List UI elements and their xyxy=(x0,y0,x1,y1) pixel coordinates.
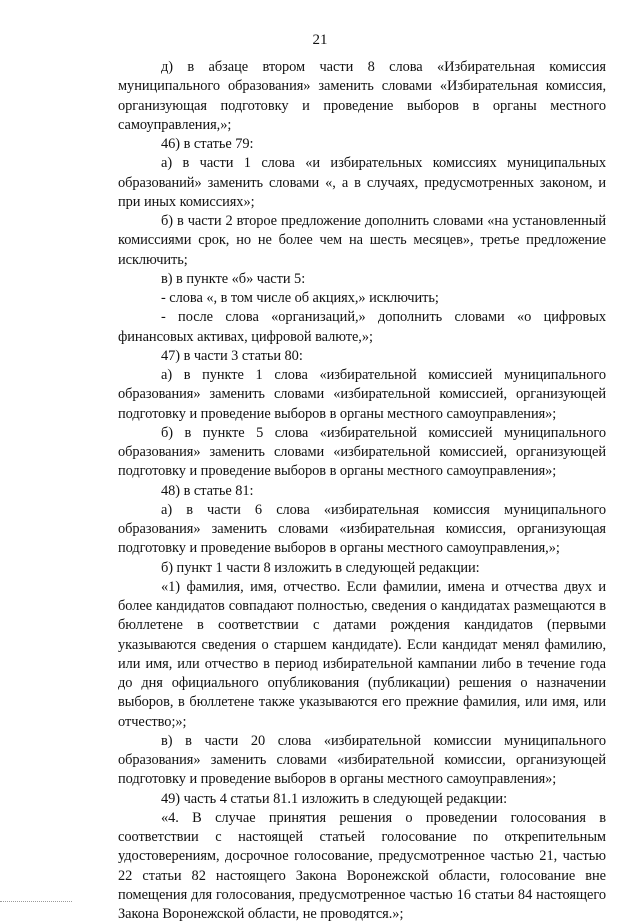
item-46-heading: 46) в статье 79: xyxy=(161,136,254,152)
paragraph-48-b: б) пункт 1 части 8 изложить в следующей редакции: xyxy=(161,559,480,576)
scan-edge-mark xyxy=(0,901,72,902)
paragraph-46-b: б) в части 2 второе предложение дополнить словами «на установленный комиссиями срок, но не более чем на шесть месяцев», третье предложение исключить; xyxy=(118,213,606,268)
paragraph-47-b: б) в пункте 5 слова «избирательной комиссией муниципального образования» заменить словами «избирательной комиссией, организующей подготовку и проведение выборов в органы местного самоуправления»; xyxy=(118,424,606,480)
item-49-heading: 49) часть 4 статьи 81.1 изложить в следующей редакции: xyxy=(161,790,508,807)
paragraph-47-a: а) в пункте 1 слова «избирательной комиссией муниципального образования» заменить словами «избирательной комиссией, организующей подготовку и проведение выборов в органы местного самоуправления»; xyxy=(118,367,606,422)
item-48-heading: 48) в статье 81: xyxy=(161,482,254,499)
paragraph-46-v: в) в пункте «б» части 5: xyxy=(161,270,306,287)
page-number: 21 xyxy=(312,32,328,48)
paragraph-46-a: а) в части 1 слова «и избирательных комиссиях муниципальных образований» заменить словами «, а в случаях, предусмотренных законом, и при иных комиссиях»; xyxy=(118,155,606,210)
paragraph-48-a: а) в части 6 слова «избирательная комиссия муниципального образования» заменить словами «избирательная комиссия, организующая подготовку и проведение выборов в органы местного самоуправления,»; xyxy=(118,501,606,557)
paragraph-46-v-dash-2: - после слова «организаций,» дополнить словами «о цифровых финансовых активах, цифровой валюте,»; xyxy=(118,309,606,345)
paragraph-48-v: в) в части 20 слова «избирательной комиссии муниципального образования» заменить словами «избирательной комиссии, организующей подготовку и проведение выборов в органы местного самоуправления»; xyxy=(118,732,606,788)
paragraph-d-abzats: д) в абзаце втором части 8 слова «Избирательная комиссия муниципального образования» заменить словами «Избирательная комиссия, организующая подготовку и проведение выборов в органы местного самоуправления,»; xyxy=(118,59,606,133)
document-body xyxy=(118,58,606,924)
paragraph-49-quote: «4. В случае принятия решения о проведении голосования в соответствии с настоящей статьей голосование по открепительным удостоверениям, досрочное голосование, предусмотренное частью 21, частью 22 статьи 82 настоящего Закона Воронежской области, голосование вне помещения для голосования, предусмотренное частью 16 статьи 84 настоящего Закона Воронежской области, не проводятся.»; xyxy=(118,809,606,922)
paragraph-46-v-dash-1: - слова «, в том числе об акциях,» исключить; xyxy=(161,290,439,306)
paragraph-48-b-quote: «1) фамилия, имя, отчество. Если фамилии, имена и отчества двух и более кандидатов совпадают полностью, сведения о кандидатах размещаются в бюллетене в соответствии с датами рождения кандидатов (первыми указываются сведения о старшем кандидате). Если кандидат менял фамилию, или имя, или отчество в период избирательной кампании либо в течение года до дня официального опубликования (публикации) решения о назначении выборов, в бюллетене также указываются его прежние фамилия, или имя, или отчество;»; xyxy=(118,578,606,730)
item-47-heading: 47) в части 3 статьи 80: xyxy=(161,347,303,364)
